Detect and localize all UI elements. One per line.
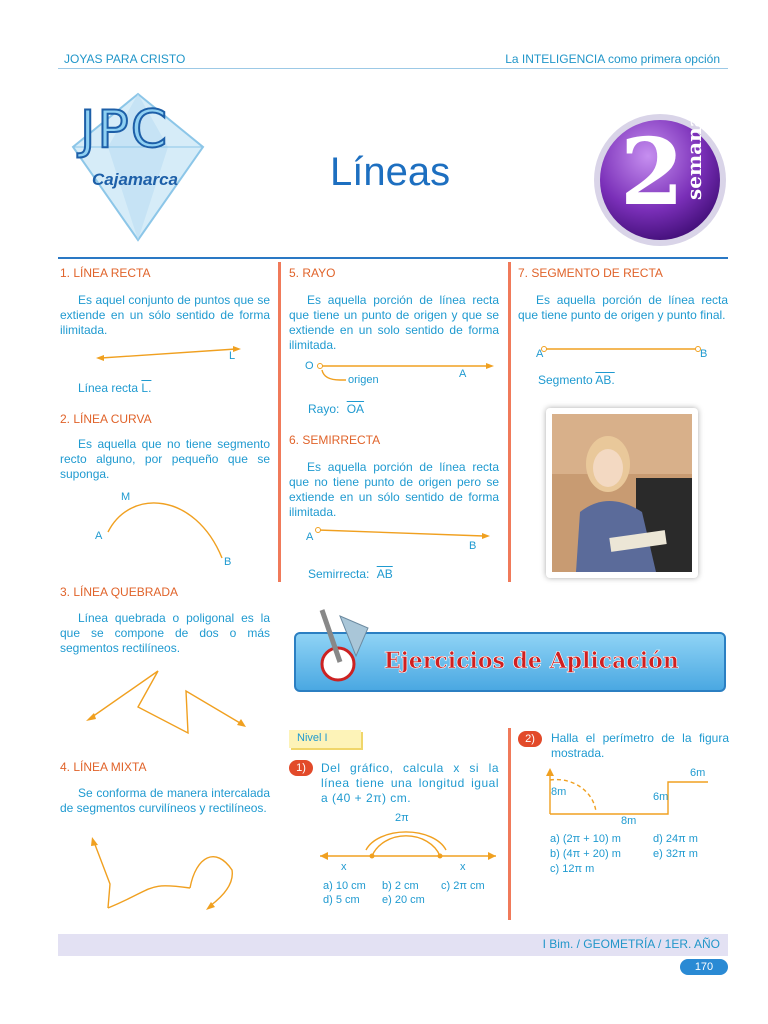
student-photo <box>546 408 698 578</box>
straight-line-diagram <box>96 342 246 362</box>
section-title: 5. RAYO <box>289 266 336 280</box>
point-label: B <box>224 556 232 568</box>
section-title: 4. LÍNEA MIXTA <box>60 760 147 774</box>
point-label: A <box>459 368 467 380</box>
x-label: x <box>341 861 347 873</box>
option: c) 2π cm <box>441 880 485 892</box>
curve-diagram <box>100 496 230 566</box>
girl-reading-image <box>546 408 698 578</box>
logo-text: JPC <box>80 100 170 160</box>
column-separator <box>508 262 511 582</box>
header-left: JOYAS PARA CRISTO <box>64 52 186 66</box>
point-label: B <box>469 540 477 552</box>
section-title: 3. LÍNEA QUEBRADA <box>60 585 179 599</box>
column-separator <box>508 728 511 920</box>
section-title: 2. LÍNEA CURVA <box>60 412 152 426</box>
badge-word: semana <box>682 114 706 200</box>
header-right: La INTELIGENCIA como primera opción <box>505 52 720 66</box>
page-number: 170 <box>680 959 728 975</box>
mixed-line-diagram <box>86 836 246 916</box>
option: a) 10 cm <box>323 880 366 892</box>
section-text: Es aquella que no tiene segmento recto alguno, por pequeño que se suponga. <box>60 437 270 481</box>
figure-caption: Semirrecta: $\overline{AB}$ <box>308 567 393 581</box>
tools-icon <box>312 606 372 686</box>
option: d) 24π m <box>653 833 698 845</box>
section-text: Es aquella porción de línea recta que tiene un punto de origen y que se extiende en un solo sentido de forma ilimitada. <box>289 293 499 352</box>
option: b) (4π + 20) m <box>550 848 621 860</box>
section-text: Es aquel conjunto de puntos que se extiende en un sólo sentido de forma ilimitada. <box>60 293 270 337</box>
question-number: 1) <box>289 760 313 776</box>
column-separator <box>278 262 281 582</box>
point-label: L <box>229 350 236 362</box>
option: e) 32π m <box>653 848 698 860</box>
origin-label: origen <box>348 374 379 386</box>
point-label: B <box>700 348 708 360</box>
badge-number: 2 <box>620 118 685 226</box>
footer-text: I Bim. / GEOMETRÍA / 1ER. AÑO <box>542 937 720 951</box>
section-text: Es aquella porción de línea recta que tiene punto de origen y punto final. <box>518 293 728 322</box>
point-label: O <box>305 360 314 372</box>
logo-subtext: Cajamarca <box>92 170 179 189</box>
figure-caption: Línea recta L. <box>78 381 152 395</box>
level-label: Nivel I <box>297 732 328 744</box>
title-divider <box>58 257 728 259</box>
section-title: 7. SEGMENTO DE RECTA <box>518 266 663 280</box>
point-label: A <box>536 348 544 360</box>
option: b) 2 cm <box>382 880 419 892</box>
section-title: 1. LÍNEA RECTA <box>60 266 151 280</box>
x-label: x <box>460 861 466 873</box>
option: a) (2π + 10) m <box>550 833 621 845</box>
level-badge <box>289 730 361 748</box>
section-text: Se conforma de manera intercalada de segmentos curvilíneos y rectilíneos. <box>60 786 270 815</box>
header-divider <box>58 68 728 69</box>
option: c) 12π m <box>550 863 595 875</box>
week-badge <box>592 112 732 252</box>
point-label: M <box>121 491 131 503</box>
page-title: Líneas <box>330 150 451 194</box>
length-label: 6m <box>653 791 669 803</box>
question-text: Halla el perímetro de la figura mostrada. <box>551 731 729 760</box>
broken-line-diagram <box>80 655 250 735</box>
question-text: Del gráfico, calcula x si la línea tiene una longitud igual a (40 + 2π) cm. <box>321 761 499 805</box>
section-title: 6. SEMIRRECTA <box>289 433 381 447</box>
ray-diagram <box>316 360 496 390</box>
arc-label: 2π <box>395 812 409 824</box>
question-number: 2) <box>518 731 542 747</box>
length-label: 6m <box>690 767 706 779</box>
banner-title: Ejercicios de Aplicación <box>384 648 679 674</box>
figure-caption: Rayo: $\overline{OA}$ <box>308 402 365 416</box>
section-text: Es aquella porción de línea recta que no tiene punto de origen pero se extiende en un sólo sentido de forma ilimitada. <box>289 460 499 519</box>
section-text: Línea quebrada o poligonal es la que se compone de dos o más segmentos rectilíneos. <box>60 611 270 655</box>
point-label: A <box>306 531 314 543</box>
length-label: 8m <box>551 786 567 798</box>
point-label: A <box>95 530 103 542</box>
length-label: 8m <box>621 815 637 827</box>
figure-caption: Segmento AB. <box>538 373 615 387</box>
option: e) 20 cm <box>382 894 425 906</box>
segment-diagram <box>540 344 704 356</box>
half-line-diagram <box>312 524 492 544</box>
option: d) 5 cm <box>323 894 360 906</box>
